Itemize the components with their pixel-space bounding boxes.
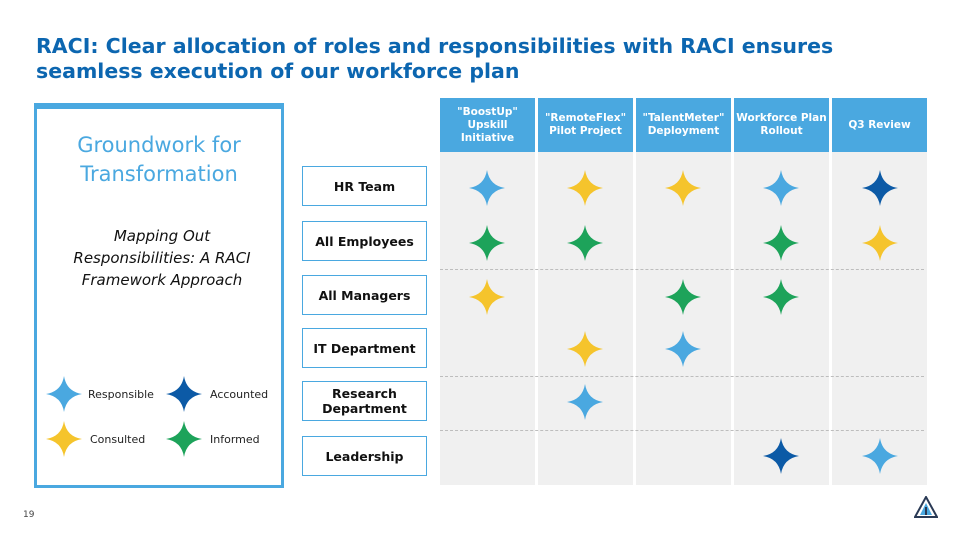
column-header-remoteflex: "RemoteFlex" Pilot Project: [538, 98, 633, 152]
legend-label: Informed: [210, 432, 260, 446]
legend-informed: [164, 419, 260, 459]
panel-heading: Groundwork for Transformation: [77, 133, 241, 186]
star-accounted-icon: [860, 168, 900, 208]
star-responsible-icon: [860, 436, 900, 476]
star-consulted-icon: [565, 168, 605, 208]
role-all-employees: All Employees: [302, 221, 427, 261]
page-number: 19: [23, 510, 35, 520]
role-leadership: Leadership: [302, 436, 427, 476]
legend-label: Accounted: [210, 387, 269, 401]
star-informed-icon: [565, 223, 605, 263]
legend-consulted: [44, 419, 145, 459]
legend-label: Consulted: [90, 432, 146, 446]
star-informed-icon: [663, 277, 703, 317]
row-separator: [440, 269, 924, 270]
company-logo-icon: [914, 496, 938, 518]
role-it-department: IT Department: [302, 328, 427, 368]
page-title: RACI: Clear allocation of roles and responsibilities with RACI ensures seamless execution of our workforce plan: [36, 34, 834, 83]
star-consulted-icon: [860, 223, 900, 263]
legend-label: Responsible: [88, 387, 154, 401]
star-informed-icon: [467, 223, 507, 263]
star-responsible-icon: [44, 374, 84, 414]
role-hr-team: HR Team: [302, 166, 427, 206]
star-accounted-icon: [761, 436, 801, 476]
legend-responsible: [44, 374, 154, 414]
star-informed-icon: [761, 223, 801, 263]
column-header-q3-review: Q3 Review: [832, 98, 927, 152]
row-separator: [440, 376, 924, 377]
panel-subtitle: Mapping Out Responsibilities: A RACI Framework Approach: [73, 227, 251, 289]
star-responsible-icon: [761, 168, 801, 208]
star-consulted-icon: [565, 329, 605, 369]
groundwork-panel: [34, 103, 284, 488]
role-all-managers: All Managers: [302, 275, 427, 315]
legend-accounted: [164, 374, 268, 414]
star-informed-icon: [761, 277, 801, 317]
role-research-department: Research Department: [302, 381, 427, 421]
star-consulted-icon: [467, 277, 507, 317]
column-header-workforce-rollout: Workforce Plan Rollout: [734, 98, 829, 152]
star-responsible-icon: [467, 168, 507, 208]
star-accounted-icon: [164, 374, 204, 414]
row-separator: [440, 430, 924, 431]
column-header-talentmeter: "TalentMeter" Deployment: [636, 98, 731, 152]
star-consulted-icon: [44, 419, 84, 459]
star-informed-icon: [164, 419, 204, 459]
star-consulted-icon: [663, 168, 703, 208]
column-header-boostup: "BoostUp" Upskill Initiative: [440, 98, 535, 152]
star-responsible-icon: [663, 329, 703, 369]
star-responsible-icon: [565, 382, 605, 422]
